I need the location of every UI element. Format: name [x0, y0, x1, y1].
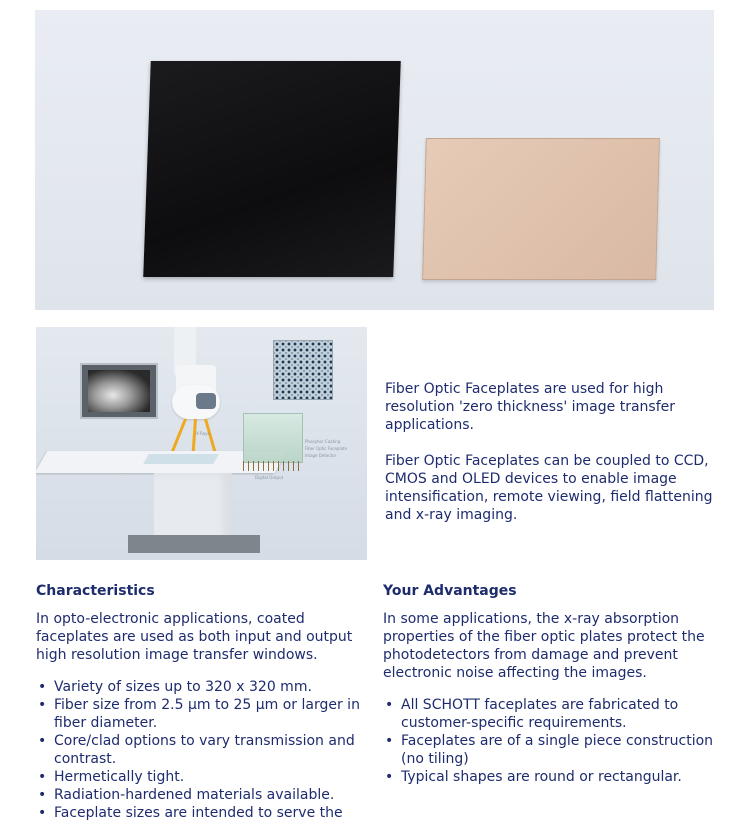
xray-beam	[191, 419, 197, 455]
black-faceplate	[143, 61, 401, 277]
list-item: • Faceplates are of a single piece construction (no tiling)	[383, 732, 718, 768]
advantages-heading: Your Advantages	[383, 583, 517, 599]
list-item: • Hermetically tight.	[36, 768, 371, 786]
advantages-paragraph: In some applications, the x-ray absorption properties of the fiber optic plates protect the photodetectors from damage and prevent electronic noise affecting the images.	[383, 611, 705, 681]
characteristics-heading: Characteristics	[36, 583, 155, 599]
detector-layers	[243, 413, 303, 463]
advantages-list	[383, 696, 718, 786]
fiber-grid-closeup	[273, 340, 333, 400]
list-item: • Radiation-hardened materials available.	[36, 786, 371, 804]
advantages-section	[383, 582, 718, 786]
list-item: • Typical shapes are round or rectangular.	[383, 768, 718, 786]
xray-beam	[171, 418, 187, 453]
list-item: • Faceplate sizes are intended to serve the	[36, 804, 371, 822]
table-pedestal	[154, 473, 232, 543]
characteristics-list	[36, 678, 371, 822]
list-item: • Fiber size from 2.5 µm to 25 µm or larger in fiber diameter.	[36, 696, 371, 732]
list-item: • Variety of sizes up to 320 x 320 mm.	[36, 678, 371, 696]
list-item: • Core/clad options to vary transmission and contrast.	[36, 732, 371, 768]
table-base	[128, 535, 260, 553]
intro-paragraph-1: Fiber Optic Faceplates are used for high resolution 'zero thickness' image transfer applications.	[385, 381, 676, 433]
xray-beam	[204, 419, 217, 454]
layer-label-faceplate: Fiber Optic Faceplate	[305, 446, 348, 451]
list-item: • All SCHOTT faceplates are fabricated to customer-specific requirements.	[383, 696, 718, 732]
intro-text	[385, 380, 720, 542]
layer-label-phosphor: Phosphor Coating	[305, 439, 341, 444]
detector-pins	[243, 461, 301, 471]
digital-output-label: Digital Output	[255, 475, 284, 480]
xray-illustration	[36, 327, 367, 560]
tan-faceplate	[422, 138, 660, 280]
detector-panel	[143, 454, 219, 464]
xray-label: X-Rays	[196, 431, 210, 436]
intro-paragraph-2: Fiber Optic Faceplates can be coupled to CCD, CMOS and OLED devices to enable image intensification, remote viewing, field flattening and x-ray imaging.	[385, 453, 713, 523]
product-photo	[35, 10, 714, 310]
xray-image	[88, 370, 150, 412]
characteristics-paragraph: In opto-electronic applications, coated faceplates are used as both input and output high resolution image transfer windows.	[36, 611, 353, 663]
characteristics-section	[36, 582, 371, 822]
layer-label-detector: Image Detector	[305, 453, 337, 458]
monitor	[80, 363, 158, 419]
xray-tube-window	[196, 393, 216, 409]
